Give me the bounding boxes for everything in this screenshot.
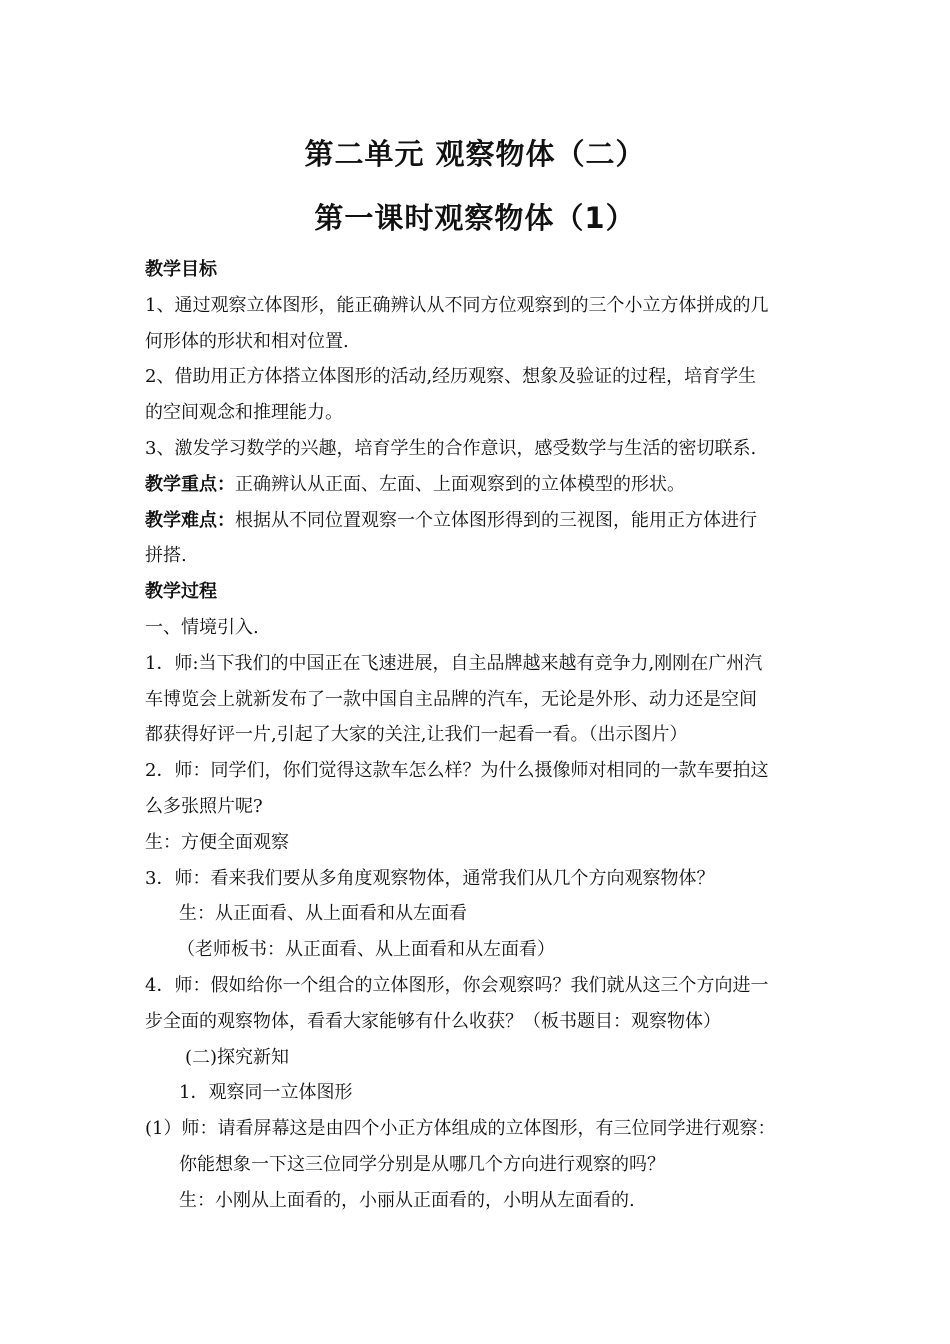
goal-3: 3、激发学习数学的兴趣，培育学生的合作意识，感受数学与生活的密切联系. [145,437,757,459]
paragraph-4-line-1: 4．师：假如给你一个组合的立体图形，你会观察吗？我们就从这三个方向进一 [145,974,769,996]
goal-1-line-2: 何形体的形状和相对位置. [145,330,349,352]
key-point-text: 正确辨认从正面、左面、上面观察到的立体模型的形状。 [235,473,685,495]
key-point-label: 教学重点： [145,473,235,495]
goal-2-line-2: 的空间观念和推理能力。 [145,402,343,424]
subsection-1: 1．观察同一立体图形 [179,1082,353,1104]
goals-heading: 教学目标 [145,259,217,280]
paragraph-1-line-1: 1．师:当下我们的中国正在飞速进展，自主品牌越来越有竞争力,刚刚在广州汽 [145,652,763,674]
paragraph-2-line-2: 么多张照片呢? [145,795,263,817]
question-1-line-2: 你能想象一下这三位同学分别是从哪几个方向进行观察的吗？ [179,1153,665,1175]
paragraph-1-line-3: 都获得好评一片,引起了大家的关注,让我们一起看一看。（出示图片） [145,724,688,746]
key-point [145,467,810,503]
paragraph-4-line-2: 步全面的观察物体，看看大家能够有什么收获？（板书题目：观察物体） [145,1010,721,1032]
question-1-line-1: (1）师：请看屏幕这是由四个小正方体组成的立体图形，有三位同学进行观察： [145,1118,776,1140]
unit-title: 第二单元 观察物体（二） [304,137,646,171]
difficulty-text-line-2: 拼搭. [145,545,187,567]
lesson-title: 第一课时观察物体（1） [314,201,636,235]
difficulty-label: 教学难点： [145,509,235,531]
section-intro: 一、情境引入. [145,616,259,638]
difficulty-text-line-1: 根据从不同位置观察一个立体图形得到的三视图，能用正方体进行 [235,509,757,531]
goal-2-line-1: 2、借助用正方体搭立体图形的活动,经历观察、想象及验证的过程，培育学生 [145,366,757,388]
goal-1-line-1: 1、通过观察立体图形，能正确辨认从不同方位观察到的三个小立方体拼成的几 [145,294,769,316]
process-heading: 教学过程 [145,581,217,603]
section-explore: (二)探究新知 [185,1046,290,1068]
paragraph-3: 3．师：看来我们要从多角度观察物体，通常我们从几个方向观察物体？ [145,867,715,889]
difficulty-point [145,503,810,539]
student-answer-2: 生：从正面看、从上面看和从左面看 [179,903,467,925]
paragraph-1-line-2: 车博览会上就新发布了一款中国自主品牌的汽车，无论是外形、动力还是空间 [145,688,757,710]
student-answer-1: 生：方便全面观察 [145,831,289,853]
student-answer-3: 生：小刚从上面看的，小丽从正面看的，小明从左面看的. [179,1189,635,1211]
board-note: （老师板书：从正面看、从上面看和从左面看） [177,939,555,961]
document-body [145,252,810,1219]
paragraph-2-line-1: 2．师：同学们，你们觉得这款车怎么样？为什么摄像师对相同的一款车要拍这 [145,760,769,782]
